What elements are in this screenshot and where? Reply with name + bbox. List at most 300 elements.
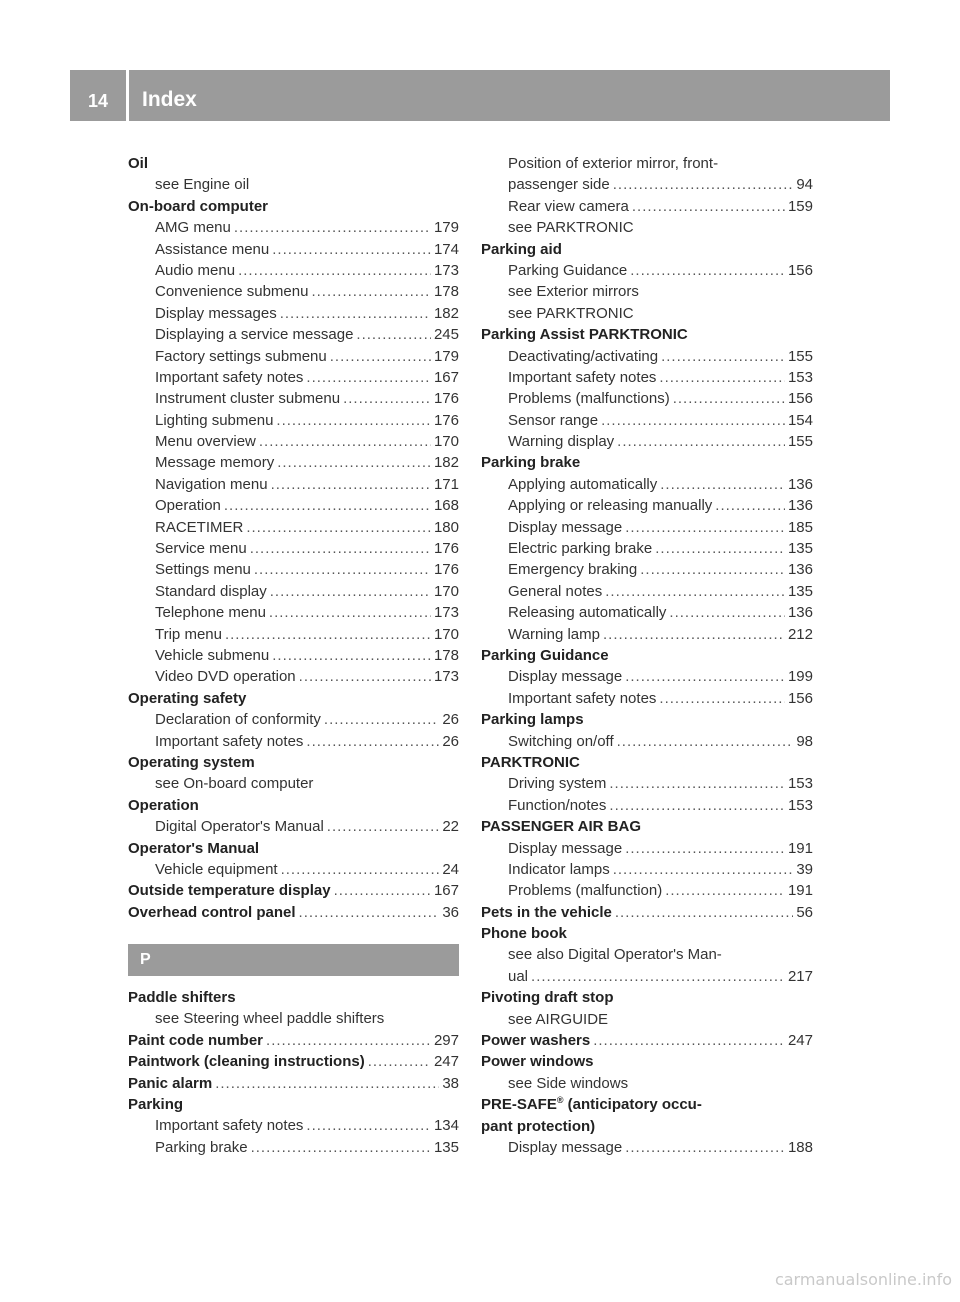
index-subentry [481,388,813,409]
dot-leader [615,902,793,923]
entry-text [155,303,277,324]
index-subentry [481,410,813,431]
entry-label: Parking [128,1096,184,1114]
dot-leader [234,217,431,238]
page-reference: 173 [433,668,459,686]
entry-text [508,1137,622,1158]
entry-label: see PARKTRONIC [508,219,634,237]
page-reference: 297 [433,1031,459,1049]
entry-text [155,260,235,281]
page-reference: 176 [433,561,459,579]
entry-label: Display message [508,1138,623,1156]
entry-label: Operating system [128,753,255,771]
page-reference: 173 [433,604,459,622]
entry-text [481,709,584,730]
entry-text [128,838,259,859]
index-subentry [481,688,813,709]
page-reference: 153 [787,368,813,386]
index-subentry [481,838,813,859]
dot-leader [603,624,785,645]
entry-label: Parking aid [481,240,562,258]
index-entry [481,452,813,473]
entry-text [508,196,629,217]
entry-text [508,773,606,794]
entry-text [508,624,600,645]
entry-label: PARKTRONIC [481,753,580,771]
dot-leader [661,346,785,367]
entry-label: Vehicle submenu [155,646,270,664]
page-reference: 159 [787,197,813,215]
index-subentry [128,602,459,623]
entry-label: Assistance menu [155,240,270,258]
entry-label: Standard display [155,582,267,600]
entry-text [155,388,340,409]
dot-leader [617,731,794,752]
entry-label: General notes [508,582,603,600]
dot-leader [605,581,785,602]
dot-leader [613,859,794,880]
index-column-right [481,153,813,1158]
index-subentry [481,559,813,580]
entry-text [155,431,256,452]
section-title: Index [142,88,197,111]
entry-label: Phone book [481,925,567,943]
page-number: 14 [87,91,109,111]
entry-label: Navigation menu [155,475,268,493]
page-reference: 136 [787,604,813,622]
entry-text [508,666,622,687]
entry-text [155,645,269,666]
entry-label: Panic alarm [128,1074,213,1092]
page-reference: 178 [433,283,459,301]
entry-label: see Side windows [508,1074,629,1092]
index-subentry [128,474,459,495]
index-subentry [481,581,813,602]
entry-text [155,602,266,623]
index-entry [481,239,813,260]
dot-leader [238,260,431,281]
index-entry [481,1030,813,1051]
entry-text [508,431,614,452]
entry-label: Telephone menu [155,604,266,622]
entry-label: Driving system [508,775,607,793]
dot-leader [659,367,785,388]
dot-leader [280,303,431,324]
index-subentry [481,1009,813,1030]
entry-text [508,880,662,901]
index-subentry [481,281,813,302]
entry-text [128,752,255,773]
index-subentry [128,559,459,580]
entry-text [155,495,221,516]
entry-text [128,795,199,816]
dot-leader [593,1030,785,1051]
entry-text [481,752,580,773]
page-header [70,70,890,121]
page-reference: 178 [433,646,459,664]
entry-text [508,388,670,409]
index-subentry [481,517,813,538]
entry-text [508,1009,608,1030]
entry-text [128,153,148,174]
entry-text [508,174,610,195]
entry-text [508,217,634,238]
dot-leader [225,624,431,645]
watermark: carmanualsonline.info [774,1270,952,1289]
entry-text [155,666,296,687]
page-reference: 185 [787,518,813,536]
entry-label: Displaying a service message [155,326,354,344]
page-reference: 217 [787,967,813,985]
dot-leader [276,410,431,431]
index-subentry [481,666,813,687]
dot-leader [259,431,431,452]
index-subentry [481,1073,813,1094]
entry-label: Video DVD operation [155,668,296,686]
entry-text [128,1094,183,1115]
entry-label: Operating safety [128,689,247,707]
entry-text [128,1030,263,1051]
page-reference: 171 [433,475,459,493]
page-reference: 179 [433,219,459,237]
index-entry [481,1051,813,1072]
index-entry [481,902,813,923]
index-entry [128,196,459,217]
entry-text [508,795,606,816]
index-subentry [128,731,459,752]
entry-text [508,838,622,859]
entry-label: Function/notes [508,796,607,814]
entry-label: Paintwork (cleaning instructions) [128,1053,365,1071]
page-reference: 156 [787,261,813,279]
entry-text [481,1051,594,1072]
dot-leader [601,410,785,431]
index-subentry [128,666,459,687]
entry-label: Operation [155,497,221,515]
page-reference: 170 [433,625,459,643]
index-subentry [128,217,459,238]
page-reference: 38 [442,1074,459,1092]
entry-label: Parking brake [481,454,581,472]
entry-text [155,731,303,752]
entry-text [155,1008,384,1029]
index-entry [481,923,813,944]
entry-label: Audio menu [155,261,236,279]
dot-leader [609,773,785,794]
entry-text [155,217,231,238]
entry-label: passenger side [508,176,610,194]
index-subentry [481,474,813,495]
entry-label: ual [508,967,529,985]
entry-text [155,581,267,602]
index-entry [128,902,459,923]
page-reference: 153 [787,775,813,793]
dot-leader [271,474,431,495]
index-subentry [481,174,813,195]
page-reference: 191 [787,839,813,857]
entry-text [128,902,296,923]
entry-text [155,474,268,495]
entry-text [155,324,353,345]
dot-leader [625,517,785,538]
dot-leader [334,880,431,901]
entry-text [508,410,598,431]
entry-text [481,324,688,345]
index-entry [128,1030,459,1051]
entry-label: Operation [128,796,199,814]
entry-text [155,816,324,837]
dot-leader [343,388,431,409]
entry-text [508,303,634,324]
entry-text [155,773,313,794]
entry-label: Display message [508,839,623,857]
entry-text [155,239,269,260]
entry-label: Sensor range [508,411,599,429]
entry-label: Instrument cluster submenu [155,390,341,408]
entry-label: RACETIMER [155,518,244,536]
index-entry [128,987,459,1008]
entry-label: see PARKTRONIC [508,304,634,322]
index-subentry [128,388,459,409]
index-subentry [128,452,459,473]
entry-label: Operator's Manual [128,839,260,857]
entry-text [155,1115,303,1136]
entry-label: Lighting submenu [155,411,274,429]
entry-text [508,367,656,388]
index-subentry [128,581,459,602]
dot-leader [625,838,785,859]
index-entry [481,709,813,730]
header-divider [126,70,129,121]
entry-text [128,987,236,1008]
index-subentry [128,495,459,516]
entry-label: Digital Operator's Manual [155,818,324,836]
entry-text [508,944,722,965]
page-reference: 136 [787,475,813,493]
dot-leader [625,666,785,687]
dot-leader [246,517,431,538]
index-subentry [128,816,459,837]
page-reference: 176 [433,390,459,408]
entry-label: Problems (malfunctions) [508,390,670,408]
dot-leader [281,859,440,880]
page-reference: 135 [787,540,813,558]
dot-leader [299,666,431,687]
page-reference: 136 [787,561,813,579]
dot-leader [617,431,785,452]
entry-text [481,239,562,260]
entry-label: Parking Guidance [508,261,628,279]
page-reference: 39 [796,860,813,878]
entry-text [128,1073,212,1094]
page-reference: 168 [433,497,459,515]
index-entry [128,838,459,859]
entry-label: Outside temperature display [128,882,331,900]
entry-label: AMG menu [155,219,231,237]
index-entry [481,1094,813,1115]
entry-label: Menu overview [155,433,256,451]
index-subentry [481,367,813,388]
index-entry [128,1051,459,1072]
dot-leader [356,324,431,345]
entry-text [128,688,246,709]
index-subentry [481,303,813,324]
entry-label: see also Digital Operator's Man- [508,946,722,964]
page-reference: 26 [442,732,459,750]
dot-leader [272,239,431,260]
page-reference: 245 [433,326,459,344]
entry-label: Applying or releasing manually [508,497,713,515]
entry-label: Message memory [155,454,275,472]
entry-text [481,452,580,473]
index-subentry [128,645,459,666]
index-entry [481,816,813,837]
page-reference: 247 [433,1053,459,1071]
entry-label: Display messages [155,304,277,322]
entry-text [155,559,251,580]
entry-text [508,559,637,580]
dot-leader [272,645,431,666]
dot-leader [224,495,431,516]
entry-text [508,581,602,602]
entry-label: On-board computer [128,197,269,215]
entry-text [508,1073,628,1094]
index-subentry [128,538,459,559]
index-subentry [128,239,459,260]
page-reference: 170 [433,582,459,600]
entry-text [155,859,278,880]
page-reference: 26 [442,711,459,729]
index-subentry [481,880,813,901]
index-column-left [128,153,459,1158]
entry-label: Parking brake [155,1138,248,1156]
entry-label: Parking Assist PARKTRONIC [481,326,688,344]
page-reference: 153 [787,796,813,814]
index-subentry [481,260,813,281]
entry-label: Display message [508,518,623,536]
entry-text [508,538,652,559]
dot-leader [306,731,439,752]
page-reference: 212 [787,625,813,643]
page-reference: 156 [787,390,813,408]
page-reference: 154 [787,411,813,429]
entry-text [508,281,639,302]
index-subentry [128,431,459,452]
entry-text [155,538,247,559]
index-subentry [128,367,459,388]
index-subentry [128,1137,459,1158]
index-subentry [128,1115,459,1136]
entry-text [155,517,243,538]
index-subentry [128,773,459,794]
entry-label: Problems (malfunction) [508,882,663,900]
dot-leader [269,602,431,623]
entry-text [508,495,712,516]
entry-text [155,346,327,367]
entry-label-cont: (anticipatory occu- [563,1096,702,1114]
page-reference: 174 [433,240,459,258]
entry-label: Important safety notes [508,368,657,386]
registered-mark: ® [556,1095,564,1106]
entry-text [508,859,610,880]
entry-label: Important safety notes [155,732,304,750]
index-subentry [128,624,459,645]
index-subentry [481,217,813,238]
index-subentry [481,602,813,623]
entry-text [508,260,627,281]
dot-leader [625,1137,785,1158]
entry-label: Service menu [155,540,247,558]
index-subentry [481,196,813,217]
index-subentry [481,731,813,752]
index-subentry [481,966,813,987]
index-entry [481,1116,813,1137]
entry-text [155,367,303,388]
index-entry [128,795,459,816]
entry-label: pant protection) [481,1117,596,1135]
dot-leader [630,260,785,281]
index-entry [481,752,813,773]
dot-leader [327,816,440,837]
entry-text [508,474,657,495]
entry-label: Paddle shifters [128,989,236,1007]
entry-text [481,816,641,837]
entry-label: PASSENGER AIR BAG [481,818,642,836]
page-reference: 135 [787,582,813,600]
index-entry [481,645,813,666]
entry-text [508,966,528,987]
entry-text [508,517,622,538]
page-reference: 199 [787,668,813,686]
index-subentry [481,795,813,816]
entry-label: Trip menu [155,625,222,643]
dot-leader [640,559,785,580]
page-reference: 176 [433,540,459,558]
entry-label: Power windows [481,1053,594,1071]
dot-leader [254,559,431,580]
dot-leader [659,688,785,709]
page-reference: 188 [787,1138,813,1156]
entry-text [481,987,614,1008]
index-entry [128,1073,459,1094]
index-entry [128,1094,459,1115]
dot-leader [330,346,431,367]
entry-label: Pivoting draft stop [481,989,614,1007]
entry-text [508,731,614,752]
index-entry [128,752,459,773]
entry-text [481,1094,702,1115]
dot-leader [665,880,785,901]
entry-label: Emergency braking [508,561,638,579]
entry-text [481,902,612,923]
entry-label: Rear view camera [508,197,629,215]
entry-label: Settings menu [155,561,251,579]
index-subentry [128,174,459,195]
entry-text [155,624,222,645]
index-subentry [481,538,813,559]
index-subentry [128,859,459,880]
entry-label: Electric parking brake [508,540,653,558]
entry-text [155,174,249,195]
page-reference: 167 [433,882,459,900]
entry-label: Important safety notes [155,1117,304,1135]
index-subentry [481,1137,813,1158]
page-reference: 180 [433,518,459,536]
page-reference: 135 [433,1138,459,1156]
entry-label: Oil [128,155,149,172]
index-subentry [481,773,813,794]
entry-label: Convenience submenu [155,283,309,301]
